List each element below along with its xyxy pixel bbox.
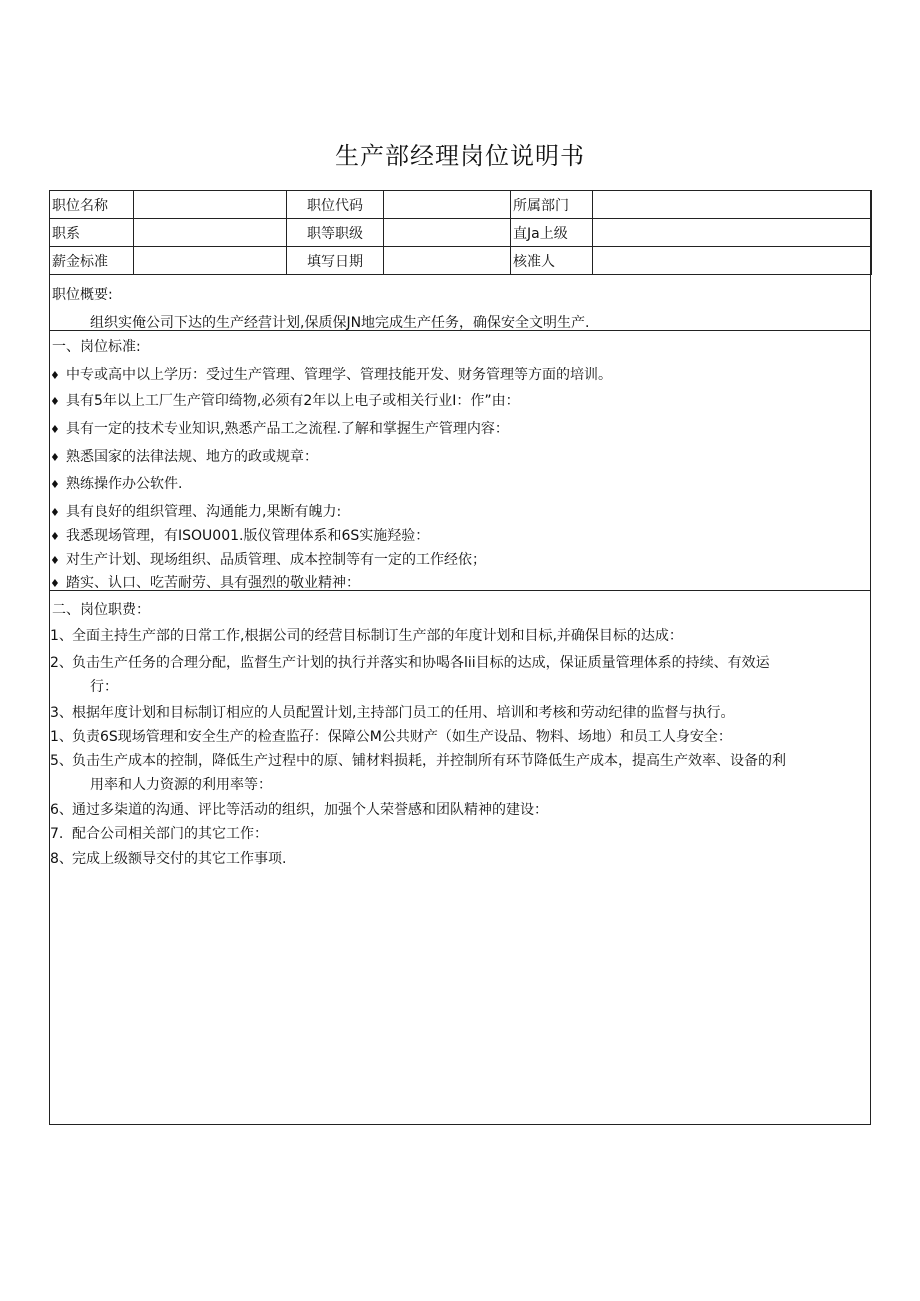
list-item — [50, 418, 509, 438]
table-row — [50, 219, 872, 247]
list-item-continuation: 用率和人力资源的利用率等： — [90, 777, 272, 793]
summary-text: 组织实俺公司下达的生产经营计划,保质保JN地完成生产任务，确保安全文明生产. — [90, 315, 590, 331]
list-item-number: 8、 — [50, 851, 73, 867]
summary-label: 职位概要: — [52, 287, 113, 303]
list-item — [50, 798, 862, 822]
list-item-continuation: 行： — [90, 679, 118, 695]
list-item — [50, 390, 520, 410]
diamond-bullet-icon: ♦ — [50, 451, 60, 464]
position-name-label: 职位名称 — [50, 191, 134, 219]
department-label: 所属部门 — [511, 191, 593, 219]
list-item-text: 全面主持生产部的日常工作,根据公司的经营目标制订生产部的年度计划和目标,并确保目标的达成： — [72, 628, 683, 644]
grade-level-label: 职等职级 — [287, 219, 384, 247]
department-value — [593, 191, 872, 219]
fill-date-value — [384, 247, 511, 275]
position-code-label: 职位代码 — [287, 191, 384, 219]
list-item — [50, 473, 182, 493]
position-code-value — [384, 191, 511, 219]
diamond-bullet-icon: ♦ — [50, 506, 60, 519]
list-item-text: 踏实、认口、吃苦耐劳、具有强烈的敬业精神： — [66, 575, 360, 591]
position-name-value — [134, 191, 287, 219]
list-item — [50, 525, 429, 545]
job-description-form — [49, 190, 871, 1125]
diamond-bullet-icon: ♦ — [50, 577, 60, 590]
list-item-text: 配合公司相关部门的其它工作： — [72, 826, 268, 842]
diamond-bullet-icon: ♦ — [50, 478, 60, 491]
list-item — [50, 725, 862, 749]
job-family-value — [134, 219, 287, 247]
grade-level-value — [384, 219, 511, 247]
list-item-text: 通过多柒道的沟通、评比等活动的组织，加强个人荣誉感和团队精神的建设： — [72, 802, 548, 818]
list-item — [50, 651, 862, 699]
document-title: 生产部经理岗位说明书 — [335, 142, 585, 170]
diamond-bullet-icon: ♦ — [50, 554, 60, 567]
direct-supervisor-value — [593, 219, 872, 247]
direct-supervisor-label: 直Ja上级 — [511, 219, 593, 247]
position-standards-section — [50, 331, 870, 591]
list-item-number: 5、 — [50, 753, 73, 769]
list-item — [50, 364, 612, 384]
position-summary-section — [50, 274, 870, 331]
list-item-text: 熟悉国家的法律法规、地方的政或规章： — [66, 449, 318, 465]
list-item — [50, 501, 341, 521]
list-item — [50, 549, 486, 569]
job-info-table — [49, 190, 872, 275]
list-item-text: 对生产计划、现场组织、品质管理、成本控制等有一定的工作经依； — [66, 552, 486, 568]
list-item-text: 具有一定的技术专业知识,熟悉产品工之流程.了解和掌握生产管理内容： — [66, 421, 509, 437]
list-item — [50, 572, 360, 592]
diamond-bullet-icon: ♦ — [50, 530, 60, 543]
approver-label: 核准人 — [511, 247, 593, 275]
diamond-bullet-icon: ♦ — [50, 395, 60, 408]
list-item-number: 1、 — [50, 729, 73, 745]
list-item-text: 具有良好的组织管理、沟通能力,果断有魄力: — [66, 504, 342, 520]
list-item-text: 根据年度计划和目标制订相应的人员配置计划,主持部门员工的任用、培训和考核和劳动纪律的监督与执行。 — [72, 705, 735, 721]
list-item — [50, 701, 862, 725]
job-family-label: 职系 — [50, 219, 134, 247]
diamond-bullet-icon: ♦ — [50, 423, 60, 436]
list-item-text: 我悉现场管理，有ISOU001.版仪管理体系和6S实施羟验： — [66, 528, 430, 544]
table-row — [50, 247, 872, 275]
list-item — [50, 749, 862, 797]
standards-heading: 一、岗位标准: — [52, 339, 141, 355]
list-item-text: 熟练操作办公软件. — [66, 476, 183, 492]
list-item-text: 完成上级额导交付的其它工作事项. — [72, 851, 287, 867]
list-item — [50, 847, 862, 871]
list-item — [50, 624, 862, 648]
list-item — [50, 446, 318, 466]
list-item-text: 具有5年以上工厂生产管印绮物,必须有2年以上电子或相关行业I：作”由： — [66, 393, 520, 409]
salary-standard-label: 薪金标准 — [50, 247, 134, 275]
list-item-text: 中专或高中以上学历：受过生产管理、管理学、管理技能开发、财务管理等方面的培训。 — [66, 367, 612, 383]
list-item-number: 3、 — [50, 705, 73, 721]
list-item-number: 7. — [50, 826, 64, 842]
salary-standard-value — [134, 247, 287, 275]
table-row — [50, 191, 872, 219]
list-item-number: 1、 — [50, 628, 73, 644]
list-item-number: 6、 — [50, 802, 73, 818]
list-item-text: 负击生产任务的合理分配，监督生产计划的执行并落实和协喝各lii目标的达成，保证质量管理体系的持续、有效运 — [72, 655, 770, 671]
diamond-bullet-icon: ♦ — [50, 369, 60, 382]
list-item-number: 2、 — [50, 655, 73, 671]
list-item-text: 负责6S现场管理和安全生产的检查监孖：保障公M公共财产（如生产设品、物料、场地）和员工人身安全： — [72, 729, 732, 745]
list-item — [50, 822, 862, 846]
duties-heading: 二、岗位职费： — [52, 602, 150, 618]
approver-value — [593, 247, 872, 275]
fill-date-label: 填写日期 — [287, 247, 384, 275]
list-item-text: 负击生产成本的控制，降低生产过程中的原、铺材料损耗，并控制所有环节降低生产成本，提高生产效率、设备的利 — [72, 753, 786, 769]
